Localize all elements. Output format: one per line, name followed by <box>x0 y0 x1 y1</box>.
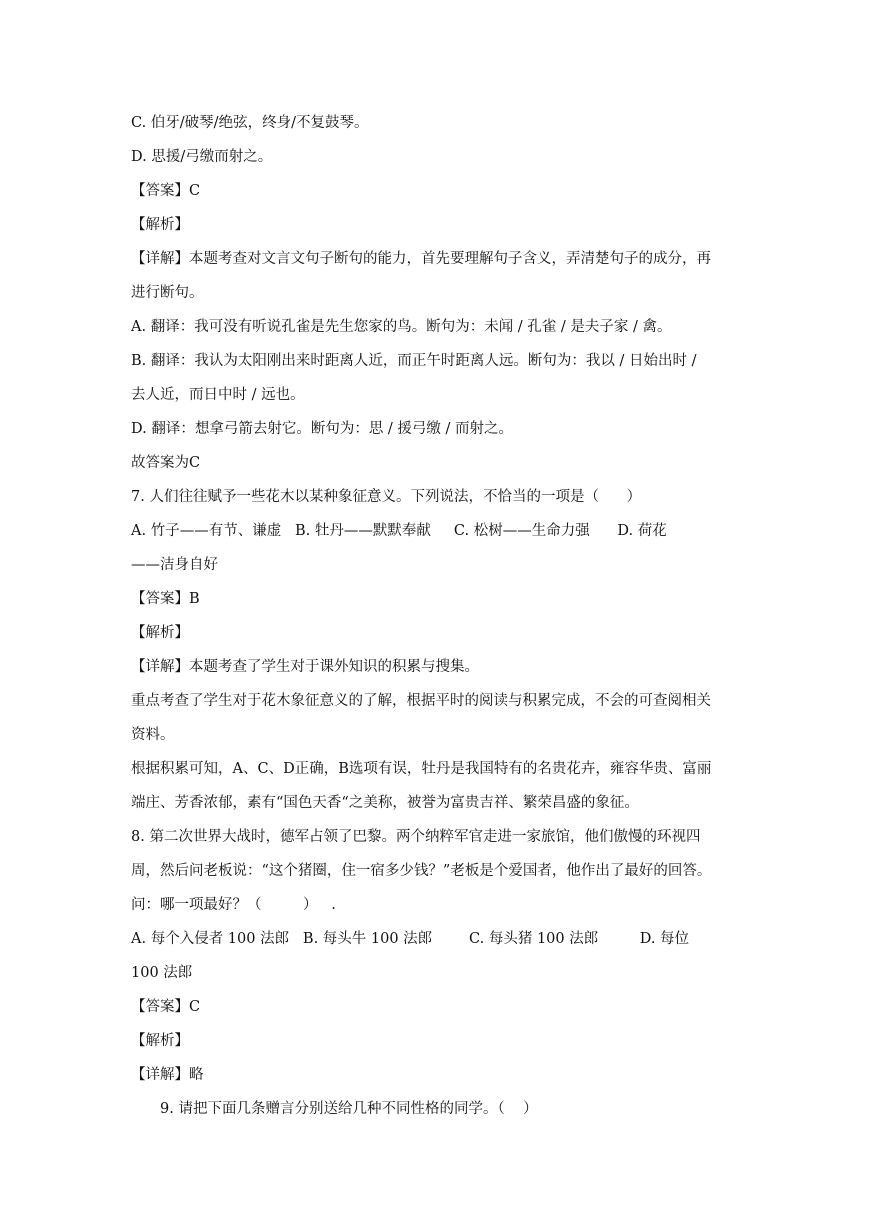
question-8: 周，然后问老板说：“这个猪圈，住一宿多少钱？”老板是个爱国者，他作出了最好的回答。 <box>131 863 712 879</box>
translation-b: B. 翻译：我认为太阳刚出来时距离人近，而正午时距离人远。断句为：我以 / 日始出时 / <box>131 353 697 369</box>
detail-paragraph: 资料。 <box>131 727 175 743</box>
question-8-options: A. 每个入侵者 100 法郎 B. 每头牛 100 法郎 C. 每头猪 100 法郎 D. 每位 <box>131 931 690 947</box>
analysis-label: 【解析】 <box>131 217 189 233</box>
option-d-line: D. 思援/弓缴而射之。 <box>131 149 273 165</box>
answer-label: 【答案】B <box>131 591 200 607</box>
translation-a: A. 翻译：我可没有听说孔雀是先生您家的鸟。断句为：未闻 / 孔雀 / 是夫子家 / 禽。 <box>131 319 672 335</box>
question-9: 9. 请把下面几条赠言分别送给几种不同性格的同学。（ ） <box>160 1101 538 1117</box>
detail-paragraph: 进行断句。 <box>131 285 204 301</box>
translation-d: D. 翻译：想拿弓箭去射它。断句为：思 / 援弓缴 / 而射之。 <box>131 421 514 437</box>
question-8-options: 100 法郎 <box>131 965 193 981</box>
analysis-label: 【解析】 <box>131 1033 189 1049</box>
question-7: 7. 人们往往赋予一些花木以某种象征意义。下列说法，不恰当的一项是（ ） <box>131 489 642 505</box>
translation-b: 去人近，而日中时 / 远也。 <box>131 387 305 403</box>
detail-paragraph: 端庄、芳香浓郁，素有“国色天香“之美称，被誉为富贵吉祥、繁荣昌盛的象征。 <box>131 795 639 811</box>
detail-paragraph: 【详解】本题考查对文言文句子断句的能力，首先要理解句子含义，弄清楚句子的成分，再 <box>131 251 711 267</box>
analysis-label: 【解析】 <box>131 625 189 641</box>
option-c-line: C. 伯牙/破琴/绝弦，终身/不复鼓琴。 <box>131 115 369 131</box>
detail-paragraph: 根据积累可知，A、C、D正确，B选项有误，牡丹是我国特有的名贵花卉，雍容华贵、富丽 <box>131 761 712 777</box>
conclusion: 故答案为C <box>131 455 201 471</box>
detail-paragraph: 重点考查了学生对于花木象征意义的了解，根据平时的阅读与积累完成，不会的可查阅相关 <box>131 693 711 709</box>
question-8: 8. 第二次世界大战时，德军占领了巴黎。两个纳粹军官走进一家旅馆，他们傲慢的环视四 <box>131 829 701 845</box>
detail-paragraph: 【详解】本题考查了学生对于课外知识的积累与搜集。 <box>131 659 479 675</box>
answer-label: 【答案】C <box>131 183 201 199</box>
question-7-options: A. 竹子——有节、谦虚 B. 牡丹——默默奉献 C. 松树——生命力强 D. 荷花 <box>131 523 667 539</box>
answer-label: 【答案】C <box>131 999 201 1015</box>
detail-paragraph: 【详解】略 <box>131 1067 204 1083</box>
question-7-options: ——洁身自好 <box>131 557 218 573</box>
question-8: 问：哪一项最好？（ ） . <box>131 897 336 913</box>
